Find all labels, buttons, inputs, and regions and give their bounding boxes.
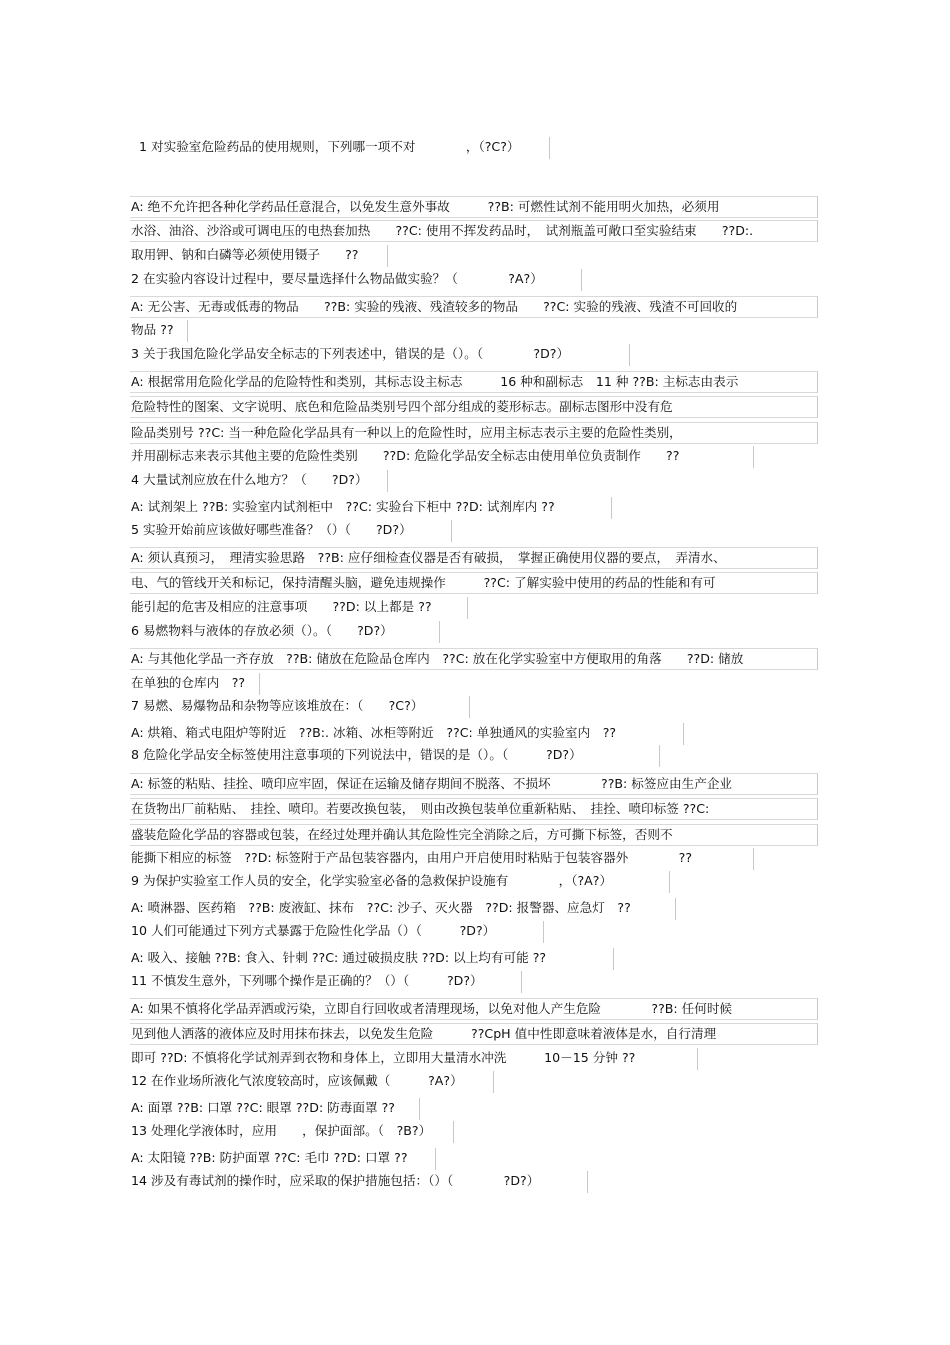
answer-line: 并用副标志来表示其他主要的危险性类别 ??D: 危险化学品安全标志由使用单位负责制作 ?? <box>130 446 754 468</box>
answer-line: 盛装危险化学品的容器或包装，在经过处理并确认其危险性完全消除之后，方可撕下标签，否则不 <box>130 824 818 846</box>
answer-line: A: 标签的粘贴、挂拴、喷印应牢固，保证在运输及储存期间不脱落、不损坏 ??B: 标签应由生产企业 <box>130 773 818 795</box>
answer-line: A: 须认真预习， 理清实验思路 ??B: 应仔细检查仪器是否有破损， 掌握正确使用仪器的要点， 弄清水、 <box>130 547 818 569</box>
question-7: 7 易燃、易爆物品和杂物等应该堆放在：（ ?C?） <box>130 696 470 718</box>
answer-line: A: 试剂架上 ??B: 实验室内试剂柜中 ??C: 实验台下柜中 ??D: 试剂库内 ?? <box>130 497 612 519</box>
question-8: 8 危险化学品安全标签使用注意事项的下列说法中，错误的是（）。（ ?D?） <box>130 745 660 767</box>
answer-line: A: 如果不慎将化学品弄洒或污染，立即自行回收或者清理现场，以免对他人产生危险 ??B: 任何时候 <box>130 998 818 1020</box>
answer-line: 取用钾、钠和白磷等必须使用镊子 ?? <box>130 245 388 267</box>
question-3: 3 关于我国危险化学品安全标志的下列表述中，错误的是（）。（ ?D?） <box>130 344 630 366</box>
question-10: 10 人们可能通过下列方式暴露于危险性化学品（）（ ?D?） <box>130 921 544 943</box>
answer-line: A: 根据常用危险化学品的危险特性和类别，其标志设主标志 16 种和副标志 11 种 ??B: 主标志由表示 <box>130 371 818 393</box>
question-4: 4 大量试剂应放在什么地方？（ ?D?） <box>130 470 388 492</box>
question-11: 11 不慎发生意外，下列哪个操作是正确的？（）（ ?D?） <box>130 971 522 993</box>
answer-line: 即可 ??D: 不慎将化学试剂弄到衣物和身体上，立即用大量清水冲洗 10－15 分钟 ?? <box>130 1048 698 1070</box>
answer-line: 在单独的仓库内 ?? <box>130 673 260 695</box>
answer-line: 能引起的危害及相应的注意事项 ??D: 以上都是 ?? <box>130 597 468 619</box>
question-5: 5 实验开始前应该做好哪些准备？（）（ ?D?） <box>130 520 452 542</box>
answer-line: A: 吸入、接触 ??B: 食入、针刺 ??C: 通过破损皮肤 ??D: 以上均有可能 ?? <box>130 948 614 970</box>
question-6: 6 易燃物料与液体的存放必须（）。（ ?D?） <box>130 621 440 643</box>
answer-line: A: 面罩 ??B: 口罩 ??C: 眼罩 ??D: 防毒面罩 ?? <box>130 1098 420 1120</box>
answer-line: 物品 ?? <box>130 320 188 342</box>
answer-line: 水浴、油浴、沙浴或可调电压的电热套加热 ??C: 使用不挥发药品时， 试剂瓶盖可敞口至实验结束 ??D:. <box>130 220 818 242</box>
answer-line: A: 烘箱、箱式电阻炉等附近 ??B:. 冰箱、冰柜等附近 ??C: 单独通风的实验室内 ?? <box>130 723 684 745</box>
answer-line: 电、气的管线开关和标记，保持清醒头脑，避免违规操作 ??C: 了解实验中使用的药品的性能和有可 <box>130 572 818 594</box>
answer-line: A: 太阳镜 ??B: 防护面罩 ??C: 毛巾 ??D: 口罩 ?? <box>130 1148 436 1170</box>
answer-line: A: 绝不允许把各种化学药品任意混合，以免发生意外事故 ??B: 可燃性试剂不能用明火加热，必须用 <box>130 196 818 218</box>
answer-line: 见到他人洒落的液体应及时用抹布抹去，以免发生危险 ??CpH 值中性即意味着液体是水，自行清理 <box>130 1023 818 1045</box>
answer-line: 能撕下相应的标签 ??D: 标签附于产品包装容器内，由用户开启使用时粘贴于包装容器外 ?? <box>130 848 754 870</box>
question-12: 12 在作业场所液化气浓度较高时，应该佩戴（ ?A?） <box>130 1071 494 1093</box>
answer-line: A: 与其他化学品一齐存放 ??B: 储放在危险品仓库内 ??C: 放在化学实验室中方便取用的角落 ??D: 储放 <box>130 648 818 670</box>
question-9: 9 为保护实验室工作人员的安全，化学实验室必备的急救保护设施有 ，（?A?） <box>130 871 670 893</box>
question-13: 13 处理化学液体时，应用 ，保护面部。（ ?B?） <box>130 1121 454 1143</box>
answer-line: 危险特性的图案、文字说明、底色和危险品类别号四个部分组成的菱形标志。副标志图形中没有危 <box>130 396 818 418</box>
answer-line: A: 喷淋器、医药箱 ??B: 废液缸、抹布 ??C: 沙子、灭火器 ??D: 报警器、应急灯 ?? <box>130 898 676 920</box>
answer-line: A: 无公害、无毒或低毒的物品 ??B: 实验的残液、残渣较多的物品 ??C: 实验的残液、残渣不可回收的 <box>130 296 818 318</box>
answer-line: 在货物出厂前粘贴、 挂拴、喷印。若要改换包装， 则由改换包装单位重新粘贴、 挂拴、喷印标签 ??C: <box>130 798 818 820</box>
answer-line: 险品类别号 ??C: 当一种危险化学品具有一种以上的危险性时，应用主标志表示主要的危险性类别， <box>130 422 818 444</box>
question-14: 14 涉及有毒试剂的操作时，应采取的保护措施包括：（）（ ?D?） <box>130 1171 588 1193</box>
question-1: 1 对实验室危险药品的使用规则，下列哪一项不对 ，（?C?） <box>138 137 550 159</box>
question-2: 2 在实验内容设计过程中，要尽量选择什么物品做实验？（ ?A?） <box>130 269 582 291</box>
